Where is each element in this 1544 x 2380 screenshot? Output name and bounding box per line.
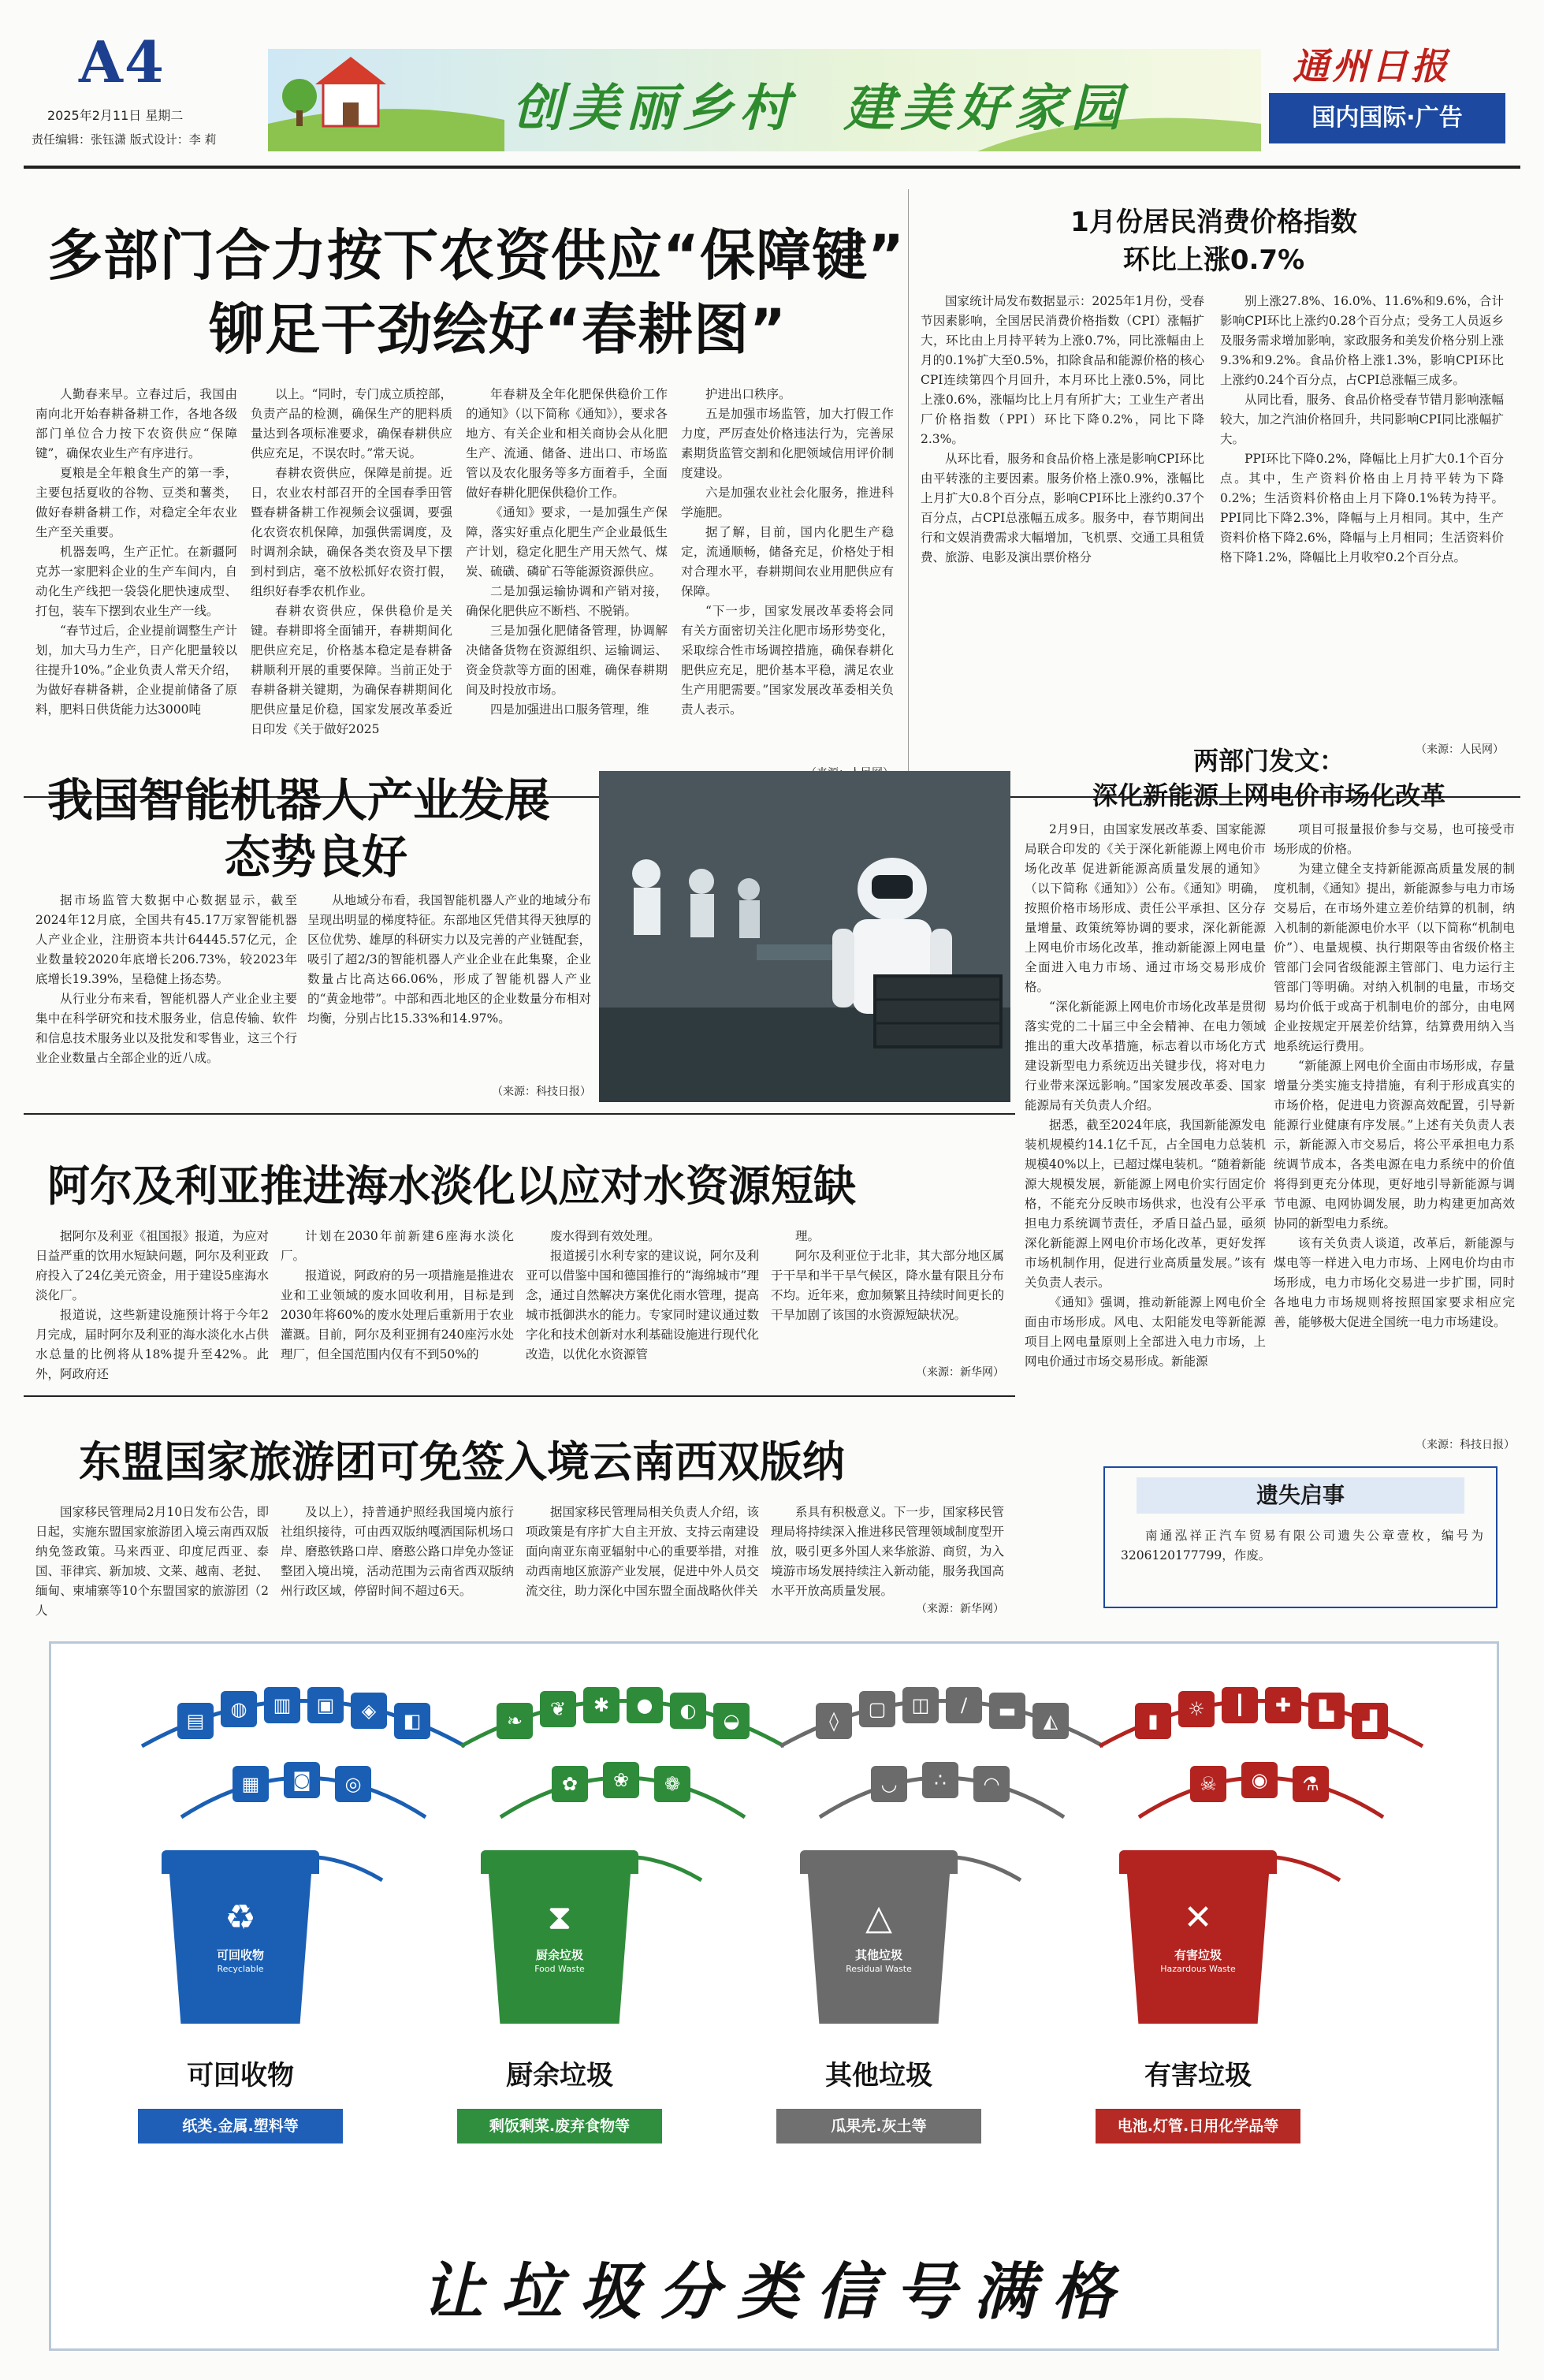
cpi-source: （来源：人民网） — [1416, 743, 1504, 756]
column-text: 及以上），持普通护照经我国境内旅行社组织接待，可由西双版纳嘎洒国际机场口岸、磨憨铁路口岸、磨憨公路口岸免办签证整团入境出境，活动范围为云南省西双版纳州行政区域，停留时间不超过6天。 — [281, 1505, 514, 1598]
robot-col-2 — [307, 891, 591, 1080]
issue-date: 2025年2月11日 星期二 — [47, 108, 184, 123]
masthead-rule — [24, 166, 1520, 169]
broom-icon: ∕ — [946, 1687, 982, 1723]
banner — [268, 49, 1261, 151]
column-text: 国家统计局发布数据显示：2025年1月份，受春节因素影响，全国居民消费价格指数（CPI）涨幅扩大，环比由上月持平转为上涨0.7%，同比涨幅由上月的0.1%扩大至0.5%，扣除食品和能源价格的核心CPI连续第四个月回升，本月环比上涨0.5%，同比上涨0.6%，涨幅均比上月有所扩大；工业生产者出厂价格指数（PPI）环比下降0.2%，同比下降2.3%。 从环比看，服务和食品价格上涨是影响CPI环比由平转涨的主要因素。服务价格上涨0.9%，涨幅比上月扩大0.8个百分点，影响CPI环比上涨约0.37个百分点，占CPI总涨幅五成多。服务中，春节期间出行和文娱消费需求大幅增加，飞机票、交通工具租赁费、旅游、电影及演出票价格分 — [921, 294, 1204, 564]
dust-icon: ∴ — [922, 1762, 958, 1798]
editor-credits: 责任编辑：张钰潇 版式设计：李 莉 — [32, 132, 217, 147]
banner-slogan: 创美丽乡村 建美好家园 — [512, 79, 1128, 138]
bone-icon: ✱ — [583, 1687, 619, 1723]
agri-col-3 — [466, 385, 668, 787]
cpi-col-1 — [921, 292, 1204, 765]
asean-col-2 — [281, 1503, 514, 1621]
plastic-icon: ◎ — [335, 1766, 371, 1802]
bin-lid-label-en: Food Waste — [534, 1964, 585, 1974]
paint-icon: ▙ — [1308, 1693, 1345, 1729]
robot-factory-photo — [599, 771, 1010, 1102]
triangle-arrows-icon: △ — [865, 1898, 892, 1938]
bread-icon: ◒ — [713, 1703, 750, 1739]
vegetable-icon: ❀ — [603, 1762, 639, 1798]
column-text: 护进出口秩序。 五是加强市场监管，加大打假工作力度，严厉查处价格违法行为，完善尿素期货监管交割和化肥领域信用评价制度建设。 六是加强农业社会化服务，推进科学施肥。 据了解，目前，国内化肥生产稳定，流通顺畅，储备充足，价格处于相对合理水平，春耕期间农业用肥供应有保障。 “下一步，国家发展改革委将会同有关方面密切关注化肥市场形势变化，采取综合性市场调控措施，确保春耕化肥供应充足，肥价基本平稳，满足农业生产用肥需要。”国家发展改革委相关负责人表示。 — [681, 387, 894, 717]
lamp-icon: ☼ — [1178, 1691, 1215, 1727]
column-text: 以上。“同时，专门成立质控部，负责产品的检测，确保生产的肥料质量达到各项标准要求，确保春耕供应供应充足，不误农时。”常天说。 春耕农资供应，保障是前提。近日，农业农村部召开的全国春季田管暨春耕备耕工作视频会议强调，要强化农资农机保障，加强供需调度，及时调剂余缺，确保各类农资及早下摆到村到店，毫不放松抓好农资打假，组织好春季农机作业。 春耕农资供应，保供稳价是关键。春耕即将全面铺开，春耕期间化肥供应充足，价格基本稳定是春耕备耕顺利开展的重要保障。当前正处于春耕备耕关键期，为确保春耕期间化肥供应量足价稳，国家发展改革委近日印发《关于做好2025 — [251, 387, 452, 736]
column-text: 国家移民管理局2月10日发布公告，即日起，实施东盟国家旅游团入境云南西双版纳免签政策。马来西亚、印度尼西亚、泰国、菲律宾、新加坡、文莱、越南、老挝、缅甸、柬埔寨等10个东盟国家的旅游团（2人 — [35, 1505, 269, 1618]
lost-notice — [1103, 1466, 1497, 1608]
column-text: 从地域分布看，我国智能机器人产业的地域分布呈现出明显的梯度特征。东部地区凭借其得天独厚的区位优势、雄厚的科研实力以及完善的产业链配套，吸引了超2/3的智能机器人产业企业在此集聚，企业数量占比高达66.06%，形成了智能机器人产业的“黄金地带”。中部和西北地区的企业数量分布相对均衡，分别占比15.33%和14.97%。 — [307, 893, 591, 1026]
tissue-icon: ▢ — [859, 1691, 895, 1727]
headline-robot-line2: 态势良好 — [225, 830, 408, 884]
column-text: 别上涨27.8%、16.0%、11.6%和9.6%，合计影响CPI环比上涨约0.28个百分点；受务工人员返乡及服务需求增加影响，家政服务和美发价格分别上涨9.3%和9.2%。食品价格上涨1.3%，影响CPI环比上涨约0.24个百分点，占CPI总涨幅三成多。 从同比看，服务、食品价格受春节错月影响涨幅较大，加之汽油价格回升，共同影响CPI同比涨幅扩大。 PPI环比下降0.2%，降幅比上月扩大0.1个百分点。其中，生产资料价格由上月持平转为下降0.2%；生活资料价格由上月下降0.1%转为持平。PPI同比下降2.3%，降幅与上月相同。其中，生产资料价格下降2.6%，降幅与上月相同；生活资料价格下降1.2%，降幅比上月收窄0.2个百分点。 — [1220, 294, 1504, 564]
bin-category-label: 有害垃圾 — [1144, 2060, 1252, 2091]
column-text: 计划在2030年前新建6座海水淡化厂。 报道说，阿政府的另一项措施是推进农业和工业领域的废水回收利用，目标是到2030年将60%的废水处理后重新用于农业灌溉。目前，阿尔及利亚拥有240座污水处理厂，但全国范围内仅有不到50%的 — [281, 1229, 514, 1361]
column-text: 据国家移民管理局相关负责人介绍，该项政策是有序扩大自主开放、支持云南建设面向南亚东南亚辐射中心的重要举措，对推动西南地区旅游产业发展，促进中外人员交流交往，助力深化中国东盟全面战略伙伴关 — [526, 1505, 759, 1598]
agri-col-1 — [35, 385, 237, 787]
headline-agri-line2: 铆足干劲绘好“春耕图” — [209, 297, 787, 362]
headline-robot-line1: 我国智能机器人产业发展 — [47, 773, 551, 827]
headline-asean: 东盟国家旅游团可免签入境云南西双版纳 — [79, 1436, 845, 1487]
column-text: 项目可报量报价参与交易，也可接受市场形成的价格。 为建立健全支持新能源高质量发展的制度机制，《通知》提出，新能源参与电力市场交易后，在市场外建立差价结算的机制，纳入机制的新能源电价水平（以下简称“机制电价”）、电量规模、执行期限等由省级价格主管部门会同省级能源主管部门、电力运行主管部门等明确。对纳入机制的电量，市场交易均价低于或高于机制电价的部分，由电网企业按规定开展差价结算，结算费用纳入当地系统运行费用。 “新能源上网电价全面由市场形成，存量增量分类实施支持措施，有利于形成真实的市场价格，促进电力资源高效配置，引导新能源行业健康有序发展。”上述有关负责人表示，新能源入市交易后，将公平承担电力系统调节成本，各类电源在电力系统中的价值将得到更充分体现，更好地引导新能源与调节电源、电网协调发展，助力构建更加高效协同的新型电力系统。 该有关负责人谈道，改革后，新能源与煤电等一样进入电力市场、上网电价均由市场形成，电力市场化交易进一步扩围，同时各地电力市场规则将按照国家要求相应完善，能够极大促进全国统一电力市场建设。 — [1274, 822, 1515, 1329]
bin-category-label: 可回收物 — [187, 2060, 294, 2091]
rice-icon: ✿ — [552, 1766, 588, 1802]
hazard-icon: ✕ — [1183, 1898, 1213, 1938]
column-text: 2月9日，由国家发展改革委、国家能源局联合印发的《关于深化新能源上网电价市场化改革 促进新能源高质量发展的通知》（以下简称《通知》）公布。《通知》明确，按照价格市场形成、责任公平承担、区分存量增量、政策统筹协调的要求，深化新能源上网电价市场化改革，推动新能源上网电量全面进入电力市场、通过市场交易形成价格。 “深化新能源上网电价市场化改革是贯彻落实党的二十届三中全会精神、在电力领域推出的重大改革措施，标志着以市场化方式建设新型电力系统迈出关键步伐，将对电力行业带来深远影响。”国家发展改革委、国家能源局有关负责人介绍。 据悉，截至2024年底，我国新能源发电装机规模约14.1亿千瓦，占全国电力总装机规模40%以上，已超过煤电装机。“随着新能源大规模发展，新能源上网电价实行固定价格，不能充分反映市场供求，也没有公平承担电力系统调节责任，矛盾日益凸显，亟须深化新能源上网电价市场化改革，更好发挥市场机制作用，促进行业高质量发展。”该有关负责人表示。 《通知》强调，推动新能源上网电价全面由市场形成。风电、太阳能发电等新能源项目上网电量原则上全部进入电力市场，上网电价通过市场交易形成。新能源 — [1025, 822, 1266, 1369]
headline-cpi-line2: 环比上涨0.7% — [1122, 244, 1305, 276]
column-text: 人勤春来早。立春过后，我国由南向北开始春耕备耕工作，各地各级部门单位合力按下农资供应“保障键”，确保农业生产有序进行。 夏粮是全年粮食生产的第一季，主要包括夏收的谷物、豆类和薯类，做好春耕备耕工作，对稳定全年农业生产至关重要。 机器轰鸣，生产正忙。在新疆阿克苏一家肥料企业的生产车间内，自动化生产线把一袋袋化肥快速成型、打包，装车下摆到农业生产一线。 “春节过后，企业提前调整生产计划，加大马力生产，日产化肥量较以往提升10%。”企业负责人常天介绍，为做好春耕备耕，企业提前储备了原料，肥料日供货能力达3000吨 — [35, 387, 237, 717]
algeria-col-1 — [35, 1227, 269, 1384]
tin-icon: ◙ — [284, 1762, 320, 1798]
shoe-icon: ◭ — [1032, 1703, 1069, 1739]
book-icon: ▤ — [177, 1703, 214, 1739]
algeria-col-2 — [281, 1227, 514, 1384]
pesticide-icon: ☠ — [1190, 1766, 1226, 1802]
hourglass-icon: ⧗ — [547, 1898, 572, 1938]
headline-algeria: 阿尔及利亚推进海水淡化以应对水资源短缺 — [47, 1160, 856, 1211]
paper-icon: ▦ — [233, 1766, 269, 1802]
agri-col-2 — [251, 385, 452, 787]
cigarette-icon: ▬ — [989, 1693, 1025, 1729]
bin-lid-label-en: Recyclable — [217, 1964, 264, 1974]
headline-agri-line1: 多部门合力按下农资供应“保障键” — [47, 223, 906, 288]
ceramic-icon: ◠ — [973, 1766, 1010, 1802]
bin-lid — [162, 1850, 319, 1874]
asean-col-1 — [35, 1503, 269, 1621]
bin-lid-label: 其他垃圾 — [854, 1948, 902, 1962]
bin-description-tag: 瓜果壳.灰土等 — [776, 2109, 981, 2143]
bin-description-tag: 剩饭剩菜.废弃食物等 — [457, 2109, 662, 2143]
column-text: 年春耕及全年化肥保供稳价工作的通知》（以下简称《通知》），要求各地方、有关企业和相关商协会从化肥生产、流通、储备、进出口、市场监管以及农化服务等多方面着手，全面做好春耕化肥保供稳价工作。 《通知》要求，一是加强生产保障，落实好重点化肥生产企业最低生产计划，稳定化肥生产用天然气、煤炭、硫磺、磷矿石等能源资源供应。 二是加强运输协调和产销对接，确保化肥供应不断档、不脱销。 三是加强化肥储备管理，协调解决储备货物在资源组织、运输调运、资金贷款等方面的困难，确保春耕期间及时投放市场。 四是加强进出口服务管理，维 — [466, 387, 668, 717]
robot-illustration — [599, 771, 1010, 1102]
bin-category-label: 其他垃圾 — [825, 2060, 932, 2091]
bin-lid — [481, 1850, 638, 1874]
page-number: A4 — [79, 28, 166, 95]
chemical-icon: ⚗ — [1293, 1766, 1329, 1802]
peel-icon: ❁ — [654, 1766, 690, 1802]
headline-grid-line2: 深化新能源上网电价市场化改革 — [1092, 780, 1445, 810]
headline-grid-line1: 两部门发文： — [1192, 746, 1345, 776]
box-icon: ▣ — [307, 1687, 344, 1723]
column-text: 废水得到有效处理。 报道援引水利专家的建议说，阿尔及利亚可以借鉴中国和德国推行的“海绵城市”理念，通过自然解决方案优化雨水管理，提高城市抵御洪水的能力。专家同时建议通过数字化和技术创新对水利基础设施进行现代化改造，以优化水资源管 — [526, 1229, 759, 1361]
notice-text: 南通泓祥正汽车贸易有限公司遗失公章壹枚，编号为3206120177799，作废。 — [1121, 1529, 1483, 1562]
shell-icon: ◡ — [871, 1766, 907, 1802]
bin-description-tag: 电池.灯管.日用化学品等 — [1096, 2109, 1300, 2143]
thermometer-icon: ┃ — [1222, 1687, 1258, 1723]
algeria-source: （来源：新华网） — [916, 1366, 1004, 1379]
headline-cpi-line1: 1月份居民消费价格指数 — [1070, 207, 1357, 238]
bin-lid — [800, 1850, 958, 1874]
rule-d — [24, 1395, 1015, 1397]
recycle-icon: ♻ — [225, 1898, 256, 1938]
glass-icon: ◧ — [394, 1703, 430, 1739]
algeria-col-4 — [771, 1227, 1004, 1369]
grid-source: （来源：科技日报） — [1416, 1439, 1515, 1451]
bin-lid-label-en: Hazardous Waste — [1160, 1964, 1236, 1974]
bin-category-label: 厨余垃圾 — [506, 2060, 613, 2091]
section-label: 国内国际·广告 — [1269, 93, 1505, 143]
asean-col-4 — [771, 1503, 1004, 1605]
newspaper-logo: 通州日报 — [1293, 45, 1450, 88]
cup-icon: ◊ — [816, 1703, 852, 1739]
egg-icon: ◐ — [670, 1693, 706, 1729]
bulb-icon: ◉ — [1241, 1762, 1278, 1798]
asean-source: （来源：新华网） — [916, 1603, 1004, 1615]
can-icon: ▥ — [264, 1687, 300, 1723]
notice-title: 遗失启事 — [1137, 1477, 1464, 1514]
bottle-icon: ◍ — [221, 1691, 257, 1727]
bin-lid — [1119, 1850, 1277, 1874]
rule-c — [24, 1113, 1015, 1115]
column-divider — [908, 189, 909, 820]
battery-icon: ▮ — [1135, 1703, 1171, 1739]
robot-source: （来源：科技日报） — [492, 1086, 591, 1098]
shirt-icon: ◈ — [351, 1693, 387, 1729]
robot-col-1 — [35, 891, 297, 1104]
column-text: 理。 阿尔及利亚位于北非，其大部分地区属于干旱和半干旱气候区，降水量有限且分布不均。近年来，愈加频繁且持续时间更长的干旱加剧了该国的水资源短缺状况。 — [771, 1229, 1004, 1322]
bin-lid-label: 厨余垃圾 — [535, 1948, 583, 1962]
bin-lid-label: 可回收物 — [216, 1948, 264, 1962]
ad-slogan: 让垃圾分类信号满格 — [421, 2256, 1131, 2328]
fish-icon: ❧ — [497, 1703, 533, 1739]
medicine-icon: ✚ — [1265, 1687, 1301, 1723]
column-text: 据阿尔及利亚《祖国报》报道，为应对日益严重的饮用水短缺问题，阿尔及利亚政府投入了24亿美元资金，用于建设5座海水淡化厂。 报道说，这些新建设施预计将于今年2月完成，届时阿尔及利亚的海水淡化水占供水总量的比例将从18%提升至42%。此外，阿政府还 — [35, 1229, 269, 1381]
agri-col-4 — [681, 385, 894, 763]
bin-lid-label: 有害垃圾 — [1174, 1948, 1222, 1962]
fruit-icon: ● — [627, 1687, 663, 1723]
leaf-icon: ❦ — [540, 1691, 576, 1727]
cpi-col-2 — [1220, 292, 1504, 741]
garbage-sorting-ad — [49, 1641, 1499, 2351]
diaper-icon: ◫ — [902, 1687, 939, 1723]
bin-lid-label-en: Residual Waste — [846, 1964, 912, 1974]
column-text: 据市场监管大数据中心数据显示，截至2024年12月底，全国共有45.17万家智能机器人产业企业，注册资本共计64445.57亿元，企业数量较2020年底增长206.73%，较2023年底增长19.39%，呈稳健上扬态势。 从行业分布来看，智能机器人产业企业主要集中在科学研究和技术服务业，信息传输、软件和信息技术服务业以及批发和零售业，这三个行业企业数量占全部企业的近八成。 — [35, 893, 297, 1065]
algeria-col-3 — [526, 1227, 759, 1384]
bin-description-tag: 纸类.金属.塑料等 — [138, 2109, 343, 2143]
spray-icon: ▟ — [1352, 1703, 1388, 1739]
asean-col-3 — [526, 1503, 759, 1621]
column-text: 系具有积极意义。下一步，国家移民管理局将持续深入推进移民管理领域制度型开放，吸引更多外国人来华旅游、商贸，为入境游市场发展持续注入新动能，服务我国高水平开放高质量发展。 — [771, 1505, 1004, 1598]
